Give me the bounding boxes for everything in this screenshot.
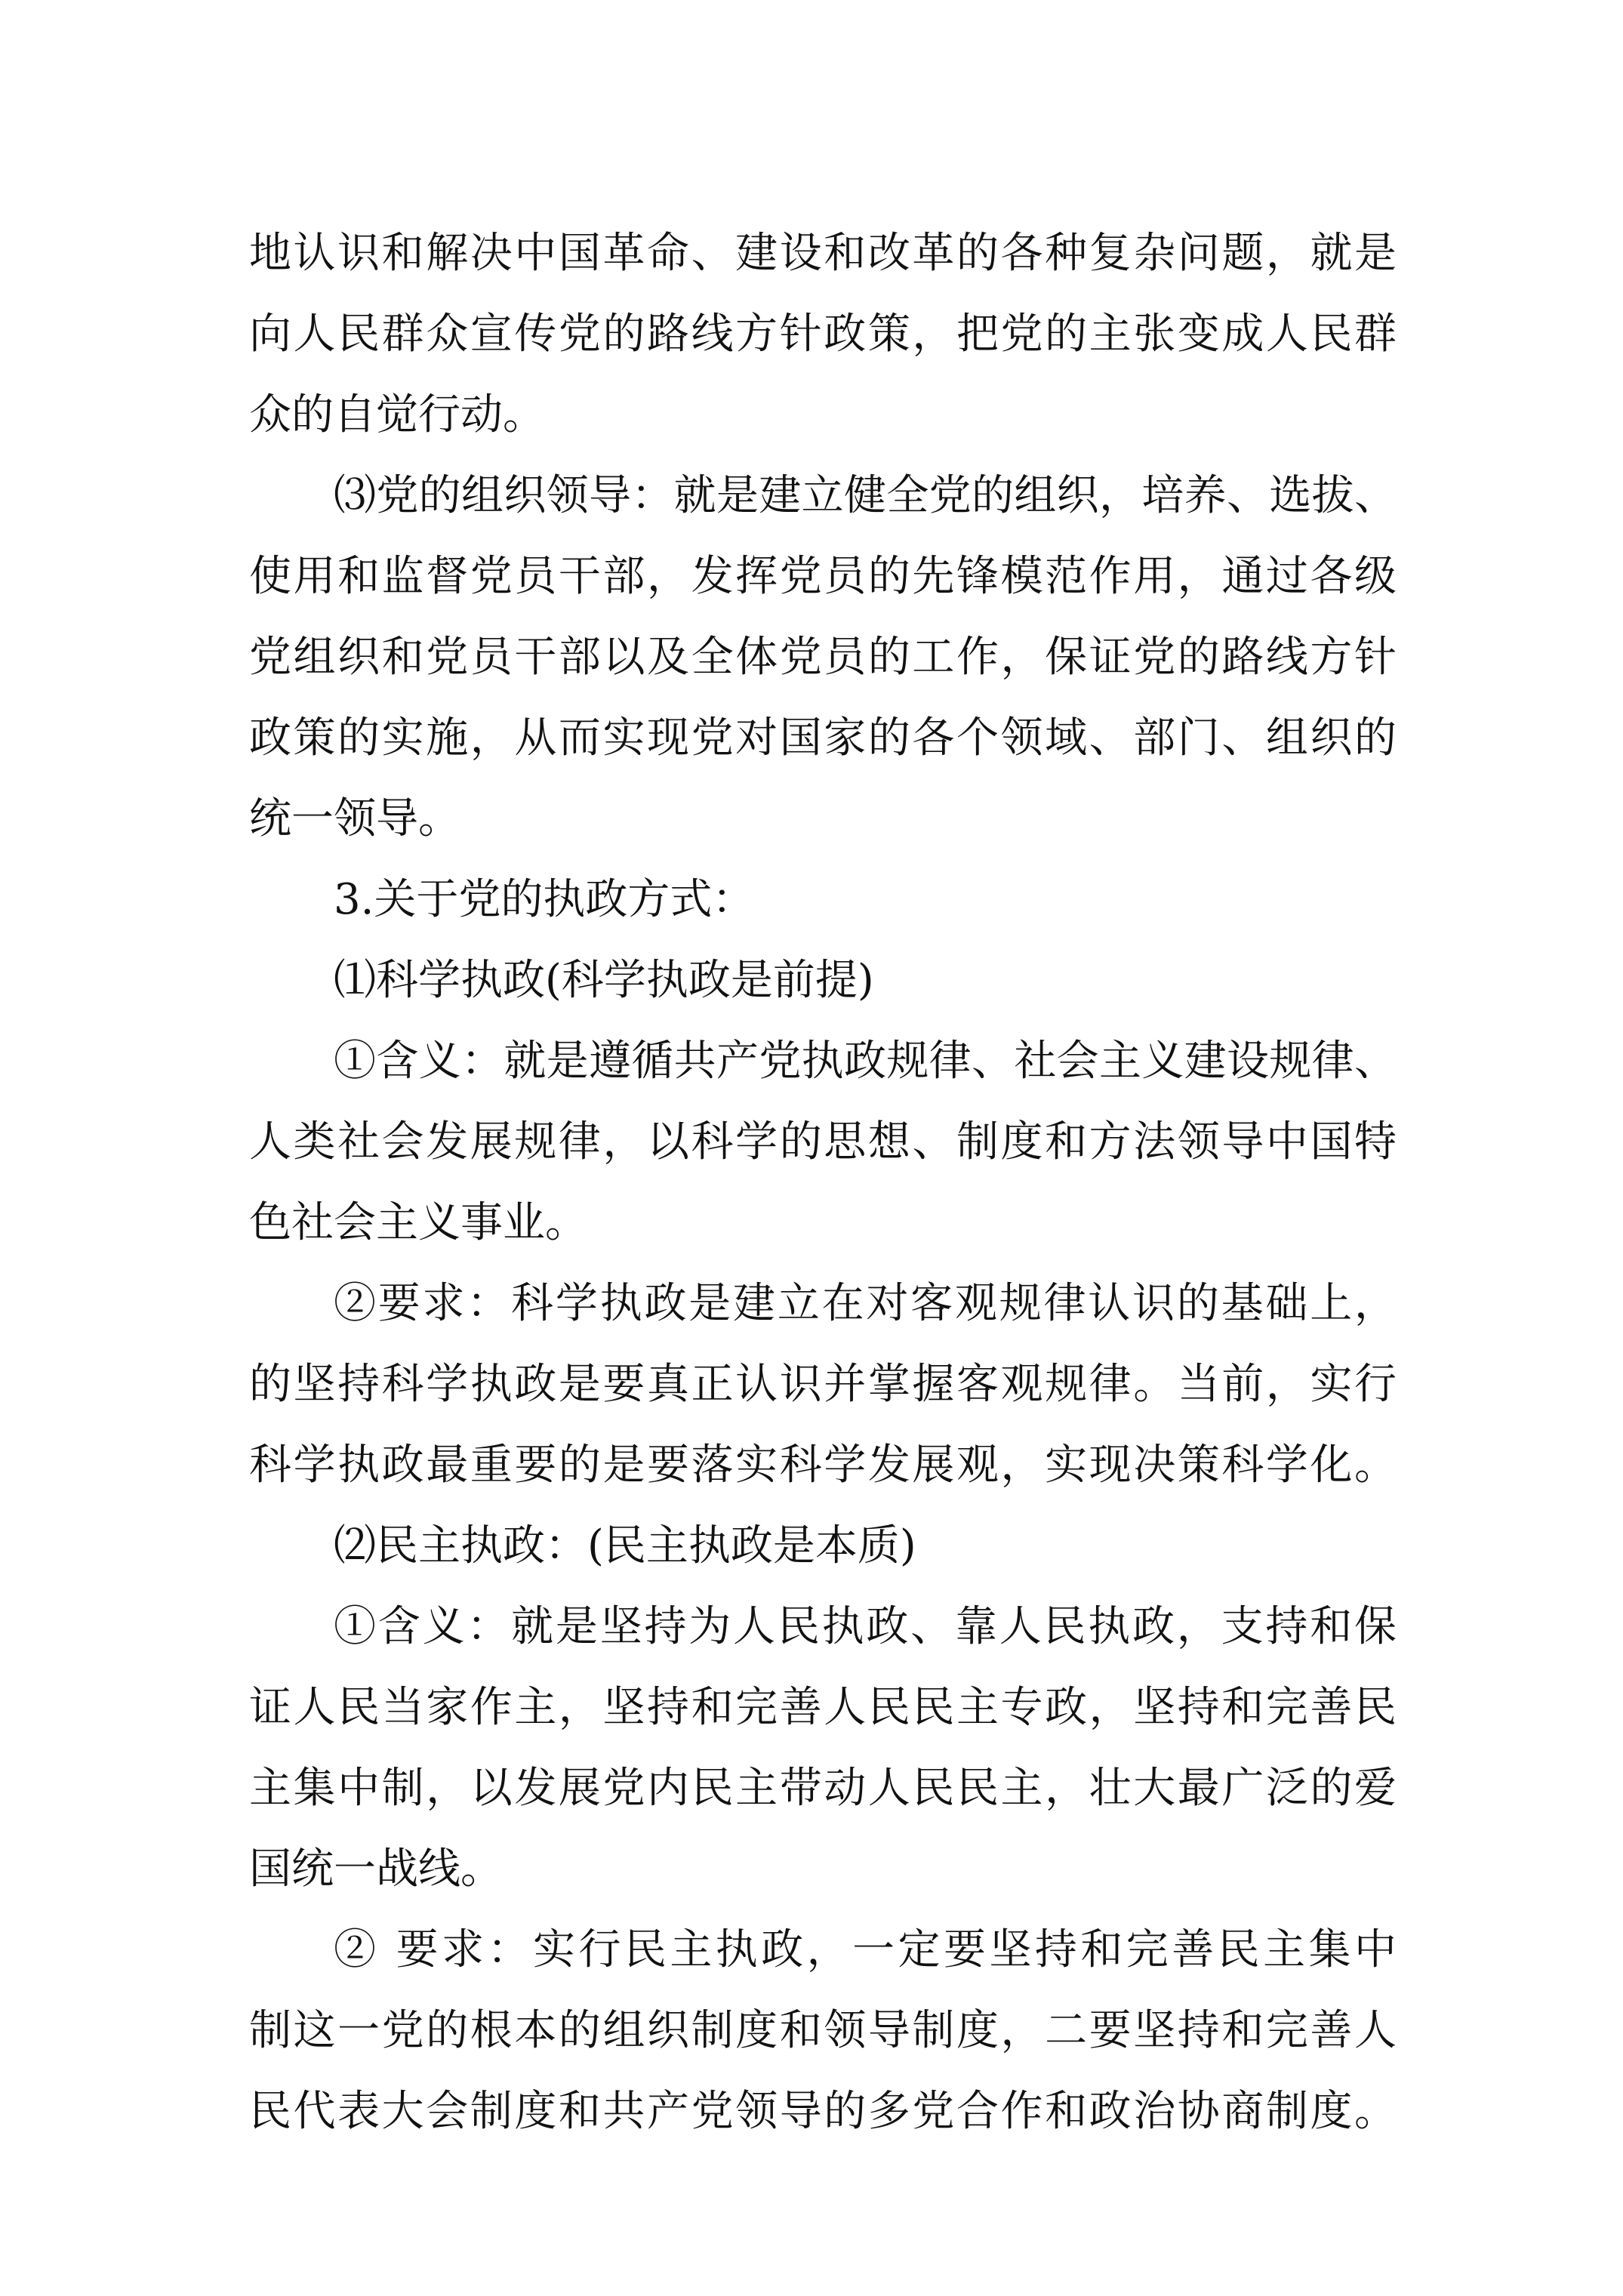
subsection-heading: ⑵民主执政：(民主执政是本质) [334, 1521, 916, 1570]
document-body [249, 213, 1397, 2152]
text-line: 民代表大会制度和共产党领导的多党合作和政治协商制度。 [249, 2087, 1397, 2136]
text-line: 政策的实施，从而实现党对国家的各个领域、部门、组织的 [249, 713, 1397, 763]
section-heading: 3.关于党的执政方式： [334, 875, 755, 924]
paragraph-start-line: ⑶党的组织领导：就是建立健全党的组织，培养、选拔、 [334, 471, 1397, 520]
text-line: 众的自觉行动。 [249, 390, 545, 439]
text-line: 国统一战线。 [249, 1845, 503, 1894]
paragraph-start-line: ② 要求：实行民主执政，一定要坚持和完善民主集中 [334, 1925, 1397, 1974]
text-line: 党组织和党员干部以及全体党员的工作，保证党的路线方针 [249, 633, 1397, 682]
paragraph-start-line: ②要求：科学执政是建立在对客观规律认识的基础上， [334, 1279, 1397, 1328]
subsection-heading: ⑴科学执政(科学执政是前提) [334, 956, 874, 1005]
paragraph-start-line: ①含义：就是坚持为人民执政、靠人民执政，支持和保 [334, 1602, 1397, 1651]
text-line: 科学执政最重要的是要落实科学发展观，实现决策科学化。 [249, 1441, 1397, 1490]
text-line: 统一领导。 [249, 794, 460, 843]
text-line: 主集中制，以发展党内民主带动人民民主，壮大最广泛的爱 [249, 1764, 1397, 1813]
paragraph-start-line: ①含义：就是遵循共产党执政规律、社会主义建设规律、 [334, 1037, 1397, 1086]
text-line: 向人民群众宣传党的路线方针政策，把党的主张变成人民群 [249, 310, 1397, 359]
text-line: 的坚持科学执政是要真正认识并掌握客观规律。当前，实行 [249, 1360, 1397, 1409]
text-line: 色社会主义事业。 [249, 1198, 587, 1247]
text-line: 人类社会发展规律，以科学的思想、制度和方法领导中国特 [249, 1117, 1397, 1166]
text-line: 地认识和解决中国革命、建设和改革的各种复杂问题，就是 [249, 229, 1397, 278]
text-line: 证人民当家作主，坚持和完善人民民主专政，坚持和完善民 [249, 1683, 1397, 1732]
text-line: 使用和监督党员干部，发挥党员的先锋模范作用，通过各级 [249, 552, 1397, 601]
text-line: 制这一党的根本的组织制度和领导制度，二要坚持和完善人 [249, 2006, 1397, 2055]
